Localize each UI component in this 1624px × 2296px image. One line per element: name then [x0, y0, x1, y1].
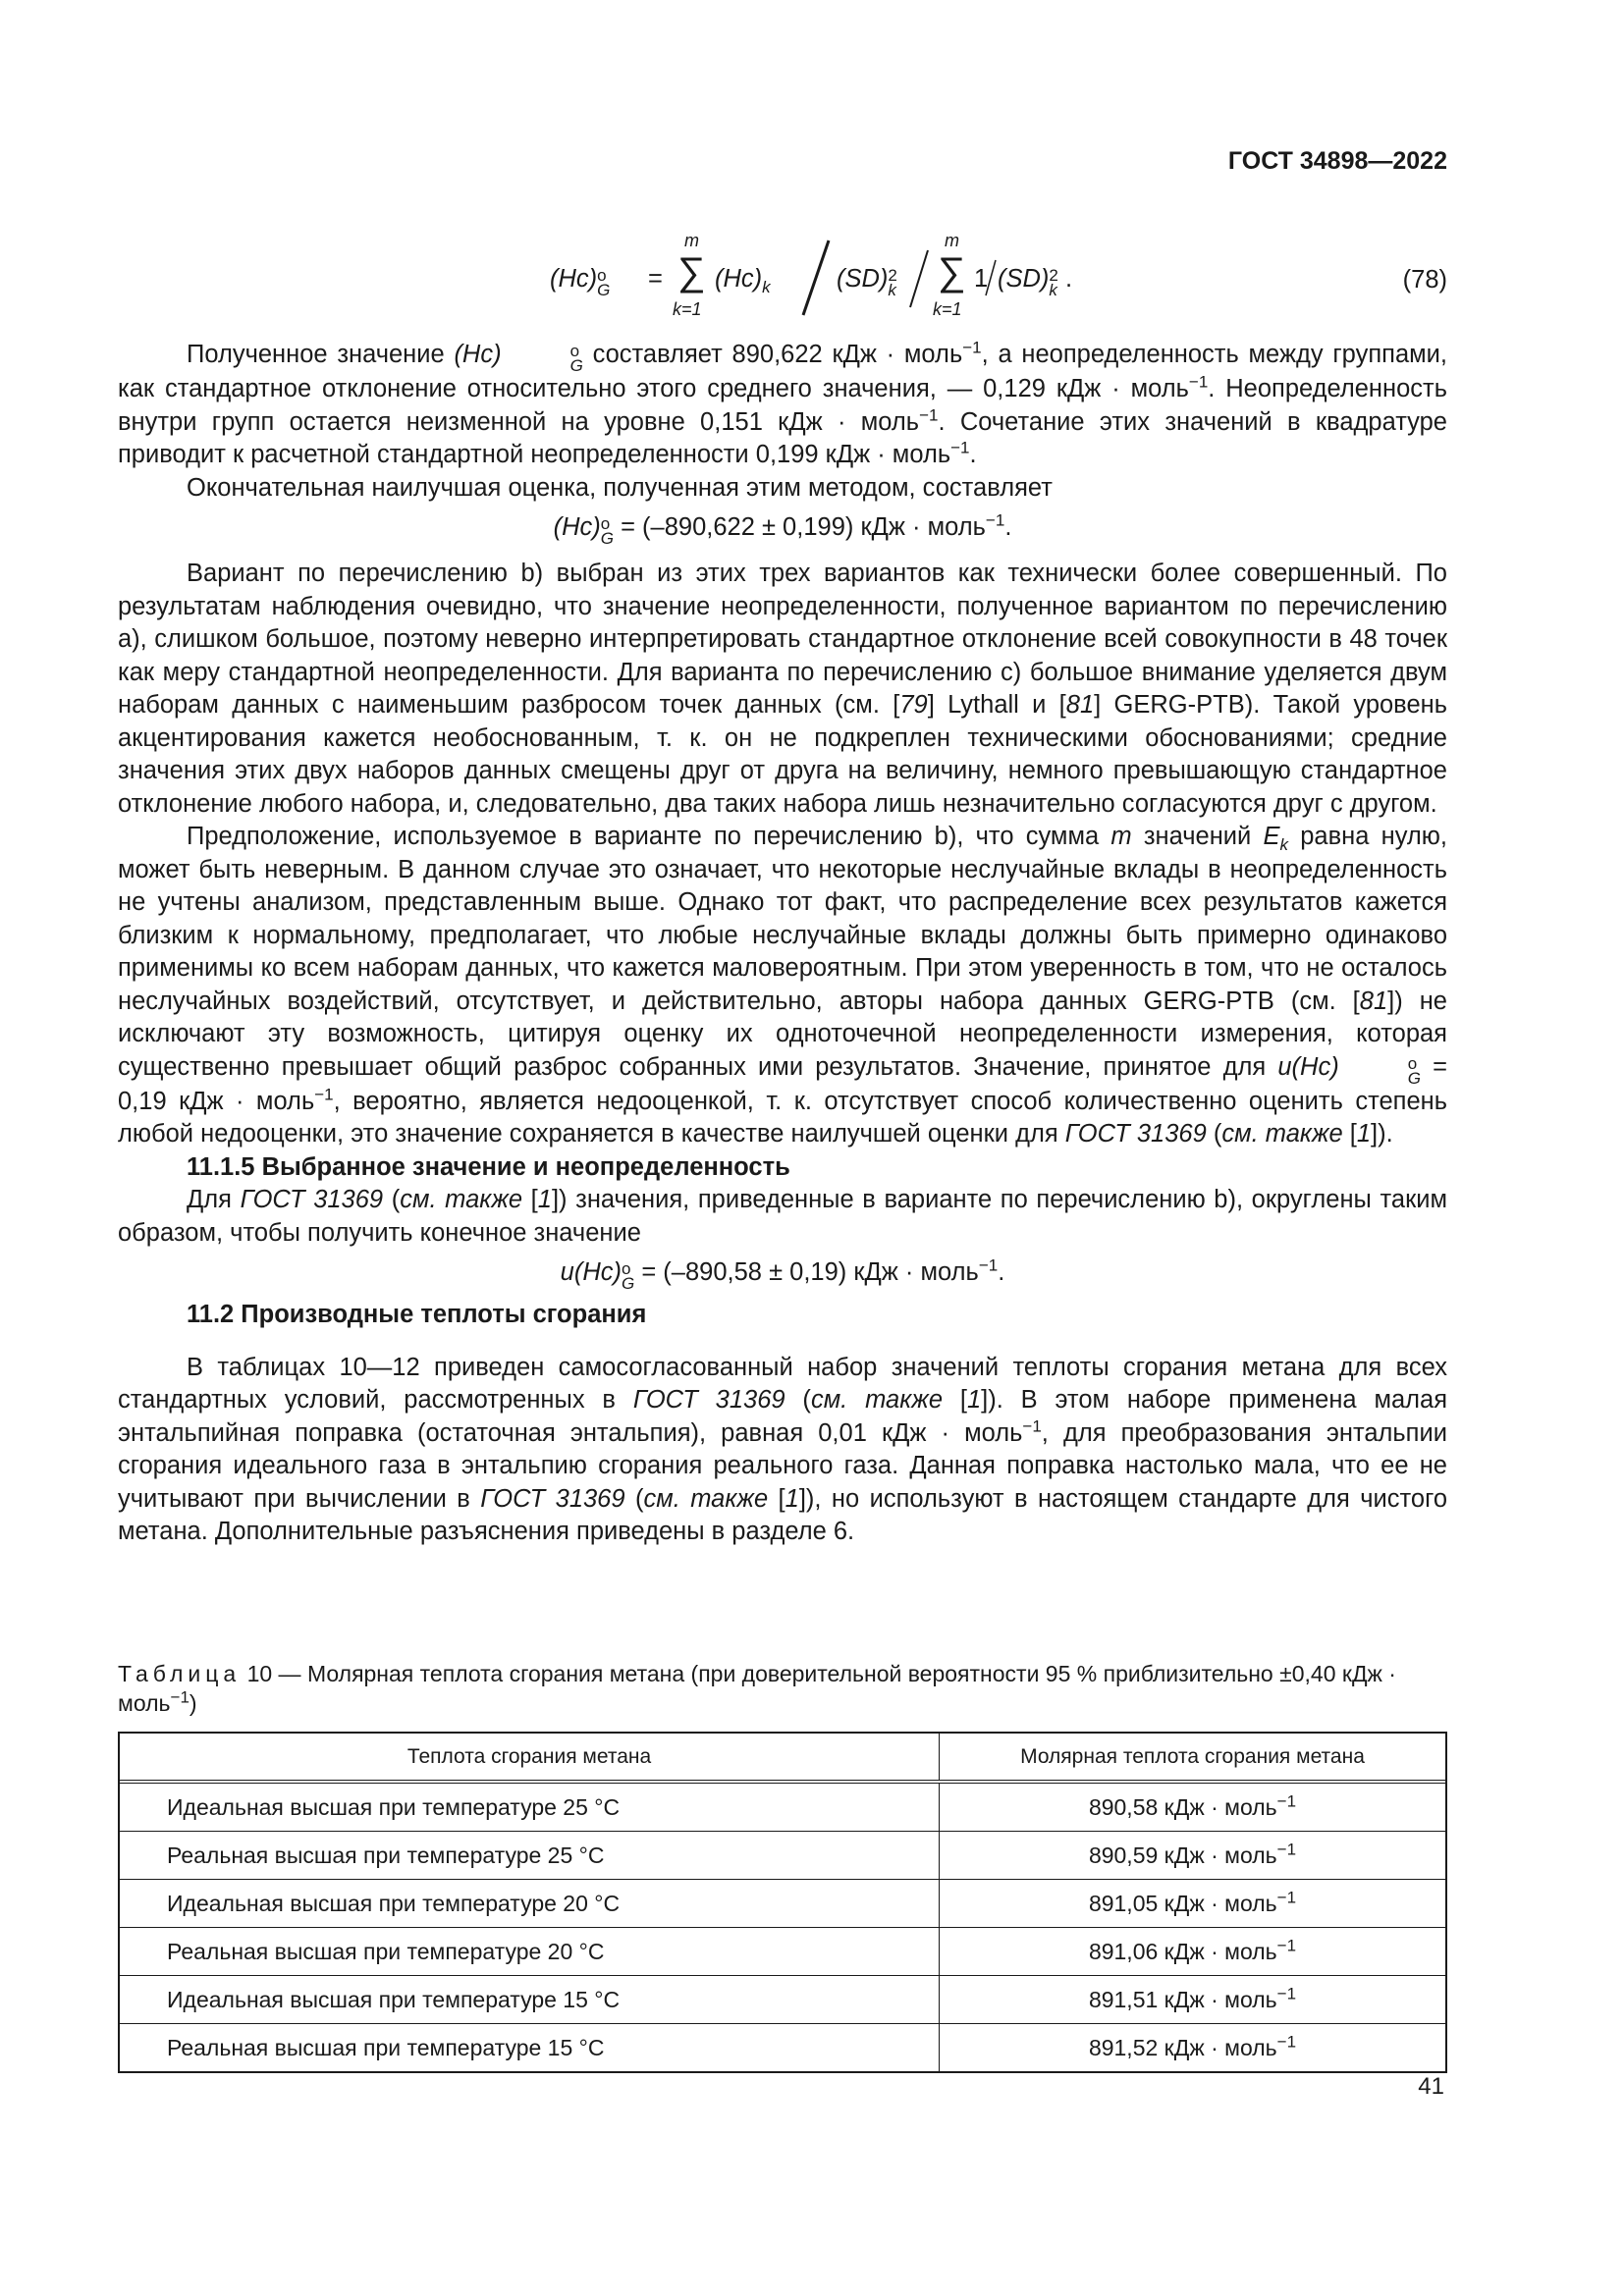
table-cell-value: 891,51 кДж · моль$^{-1}$	[940, 1976, 1447, 2024]
heat-of-combustion-table	[118, 1732, 1447, 2073]
equation-final-value: u(Hc) o G = (–890,58 ± 0,19) кДж · моль$^{-1}$.	[560, 1255, 1005, 1293]
section-heading-11-1-5: 11.1.5 Выбранное значение и неопределенность	[187, 1152, 790, 1181]
table-row	[119, 1832, 1446, 1880]
eq78-small-slash	[984, 258, 998, 297]
table-header-cell: Теплота сгорания метана	[119, 1733, 940, 1781]
table-row	[119, 1976, 1446, 2024]
eq78-sum2-lower: k=1	[933, 299, 962, 319]
eq78-big-slash	[799, 239, 833, 317]
equation-number: (78)	[1402, 266, 1447, 294]
eq78-sub-k: k	[762, 278, 771, 297]
table-cell-label: Идеальная высшая при температуре 15 °С	[119, 1976, 940, 2024]
eq78-sup-2b: 2	[1049, 266, 1058, 285]
table-cell-value: 891,52 кДж · моль$^{-1}$	[940, 2024, 1447, 2073]
eq78-equals: =	[648, 265, 663, 293]
eq78-mid-slash	[907, 248, 931, 309]
paragraph-4: Предположение, используемое в варианте по перечислению b), что сумма m значений $E_k$ равна нулю, может быть неверным. В данном случае это означает, что некоторые неслучайные вклады в неопределенность не учтены анализом, представленным выше. Однако тот факт, что распределение всех результатов кажется близким к нормальному, предполагает, что любые неслучайные вклады должны быть примерно одинаково применимы ко всем наборам данных, что кажется маловероятным. При этом уверенность в том, что не осталось неслучайных воздействий, отсутствует, и действительно, авторы набора данных GERG-PTB (см. [81]) не исключают эту возможность, цитируя оценку их одноточечной неопределенности измерения, которая существенно превышает общий разброс собранных ими результатов. Значение, принятое для u(Hc) o G = 0,19 кДж · моль$^{-1}$, вероятно, является недооценкой, т. к. отсутствует способ количественно оценить степень любой недооценки, это значение сохраняется в качестве наилучшей оценки для ГОСТ 31369 (см. также [1]).	[118, 823, 1447, 1148]
table-cell-value: 890,59 кДж · моль$^{-1}$	[940, 1832, 1447, 1880]
eq78-sup-2: 2	[888, 266, 897, 285]
eq78-sum1-lower: k=1	[673, 299, 702, 319]
table-caption: Таблица 10 — Молярная теплота сгорания метана (при доверительной вероятности 95 % приблизительно ±0,40 кДж · моль$^{-1}$)	[118, 1661, 1396, 1716]
eq78-sd2: (SD)	[998, 265, 1050, 293]
eq78-sum2-upper: m	[945, 231, 959, 250]
equation-best-estimate: (Hc) o G = (–890,622 ± 0,199) кДж · моль$^{-1}$.	[553, 510, 1012, 548]
paragraph-1: Полученное значение (Hc) o G составляет 890,622 кДж · моль$^{-1}$, а неопределенность между группами, как стандартное отклонение относительно этого среднего значения, — 0,129 кДж · моль$^{-1}$. Неопределенность внутри групп остается неизменной на уровне 0,151 кДж · моль$^{-1}$. Сочетание этих значений в квадратуре приводит к расчетной стандартной неопределенности 0,199 кДж · моль$^{-1}$.	[118, 338, 1447, 468]
table-cell-value: 891,05 кДж · моль$^{-1}$	[940, 1880, 1447, 1928]
eq78-sub-k3: k	[1049, 281, 1057, 299]
page-number: 41	[1418, 2073, 1444, 2100]
table-row	[119, 1880, 1446, 1928]
eq78-one: 1	[974, 265, 989, 293]
eq78-sum1-upper: m	[684, 231, 699, 250]
eq78-sub-k2: k	[888, 281, 896, 299]
table-cell-label: Реальная высшая при температуре 15 °С	[119, 2024, 940, 2073]
paragraph-6: В таблицах 10—12 приведен самосогласованный набор значений теплоты сгорания метана для всех стандартных условий, рассмотренных в ГОСТ 31369 (см. также [1]). В этом наборе применена малая энтальпийная поправка (остаточная энтальпия), равная 0,01 кДж · моль$^{-1}$, для преобразования энтальпии сгорания идеального газа в энтальпию сгорания реального газа. Данная поправка настолько мала, что ее не учитывают при вычислении в ГОСТ 31369 (см. также [1]), но используют в настоящем стандарте для чистого метана. Дополнительные разъяснения приведены в разделе 6.	[118, 1353, 1448, 1545]
table-cell-label: Реальная высшая при температуре 25 °С	[119, 1832, 940, 1880]
paragraph-2: Окончательная наилучшая оценка, полученная этим методом, составляет	[187, 473, 1053, 502]
section-heading-11-2: 11.2 Производные теплоты сгорания	[187, 1301, 647, 1328]
table-header-row	[119, 1733, 1446, 1781]
eq78-sd: (SD)	[837, 265, 889, 293]
paragraph-5: Для ГОСТ 31369 (см. также [1]) значения, приведенные в варианте по перечислению b), округлены таким образом, чтобы получить конечное значение	[118, 1186, 1448, 1247]
table-row	[119, 2024, 1446, 2073]
eq78-hck: (Hc)	[715, 265, 763, 293]
eq78-sigma1: ∑	[677, 250, 706, 294]
eq78-hc: (Hc)	[550, 265, 598, 293]
table-cell-label: Идеальная высшая при температуре 25 °С	[119, 1784, 940, 1832]
table-cell-label: Идеальная высшая при температуре 20 °С	[119, 1880, 940, 1928]
eq78-sup-o: o	[597, 266, 607, 285]
document-header: ГОСТ 34898—2022	[1227, 147, 1447, 175]
document-page: ГОСТ 34898—2022 (Hc) o G = m ∑ k=1 $(Hc)_k$ (SD) 2 k m ∑ k=1 1 (SD) 2 k . (78) Полученное значение (Hc) o G составляет 890,622 кДж · моль$^{-1}$, а неопределенность между группами, как стандартное отклонение относительно этого среднего значения, — 0,129 кДж · моль$^{-1}$. Неопределенность внутри групп остается неизменной на уровне 0,151 кДж · моль$^{-1}$. Сочетание этих значений в квадратуре приводит к расчетной стандартной неопределенности 0,199 кДж · моль$^{-1}$. Окончательная наилучшая оценка, полученная этим методом, составляет (Hc) o G = (–890,622 ± 0,199) кДж · моль$^{-1}$. Вариант по перечислению b) выбран из этих трех вариантов как технически более совершенный. По результатам наблюдения очевидно, что значение неопределенности, полученное вариантом по перечислению а), слишком большое, поэтому неверно интерпретировать стандартное отклонение всей совокупности в 48 точек как меру стандартной неопределенности. Для варианта по перечислению с) большое внимание уделяется двум наборам данных с наименьшим разбросом точек данных (см. [79] Lythall и [81] GERG-PTB). Такой уровень акцентирования кажется необоснованным, т. к. он не подкреплен техническими обоснованиями; средние значения этих двух наборов данных смещены друг от друга на величину, немного превышающую стандартное отклонение любого набора, и, следовательно, два таких набора лишь незначительно согласуются друг с другом. Предположение, используемое в варианте по перечислению b), что сумма m значений $E_k$ равна нулю, может быть неверным. В данном случае это означает, что некоторые неслучайные вклады в неопределенность не учтены анализом, представленным выше. Однако тот факт, что распределение всех результатов кажется близким к нормальному, предполагает, что любые неслучайные вклады должны быть примерно одинаково применимы ко всем наборам данных, что кажется маловероятным. При этом уверенность в том, что не осталось неслучайных воздействий, отсутствует, и действительно, авторы набора данных GERG-PTB (см. [81]) не исключают эту возможность, цитируя оценку их одноточечной неопределенности измерения, которая существенно превышает общий разброс собранных ими результатов. Значение, принятое для u(Hc) o G = 0,19 кДж · моль$^{-1}$, вероятно, является недооценкой, т. к. отсутствует способ количественно оценить степень любой недооценки, это значение сохраняется в качестве наилучшей оценки для ГОСТ 31369 (см. также [1]). 11.1.5 Выбранное значение и неопределенность Для ГОСТ 31369 (см. также [1]) значения, приведенные в варианте по перечислению b), округлены таким образом, чтобы получить конечное значение u(Hc) o G = (–890,58 ± 0,19) кДж · моль$^{-1}$. 11.2 Производные теплоты сгорания В таблицах 10—12 приведен самосогласованный набор значений теплоты сгорания метана для всех стандартных условий, рассмотренных в ГОСТ 31369 (см. также [1]). В этом наборе применена малая энтальпийная поправка (остаточная энтальпия), равная 0,01 кДж · моль$^{-1}$, для преобразования энтальпии сгорания идеального газа в энтальпию сгорания реального газа. Данная поправка настолько мала, что ее не учитывают при вычислении в ГОСТ 31369 (см. также [1]), но используют в настоящем стандарте для чистого метана. Дополнительные разъяснения приведены в разделе 6. Таблица 10 — Молярная теплота сгорания метана (при доверительной вероятности 95 % приблизительно ±0,40 кДж · моль$^{-1}$) Теплота сгорания метана Молярная теплота сгорания метана Идеальная высшая при температуре 25 °С 890,58 кДж · моль$^{-1}$ Реальная высшая при температуре 25 °С 890,59 кДж · моль$^{-1}$ Идеальная высшая при температуре 20 °С 891,05 кДж · моль$^{-1}$ Реальная высшая при температуре 20 °С 891,06 кДж · моль$^{-1}$ Идеальная высшая при температуре 15 °С 891,51 кДж · моль$^{-1}$ Реальная высшая при температуре 15 °С 891,52 кДж · моль$^{-1}$ 41	[118, 147, 1448, 2100]
table-cell-value: 891,06 кДж · моль$^{-1}$	[940, 1928, 1447, 1976]
paragraph-3: Вариант по перечислению b) выбран из этих трех вариантов как технически более совершенный. По результатам наблюдения очевидно, что значение неопределенности, полученное вариантом по перечислению а), слишком большое, поэтому неверно интерпретировать стандартное отклонение всей совокупности в 48 точек как меру стандартной неопределенности. Для варианта по перечислению с) большое внимание уделяется двум наборам данных с наименьшим разбросом точек данных (см. [79] Lythall и [81] GERG-PTB). Такой уровень акцентирования кажется необоснованным, т. к. он не подкреплен техническими обоснованиями; средние значения этих двух наборов данных смещены друг от друга на величину, немного превышающую стандартное отклонение любого набора, и, следовательно, два таких набора лишь незначительно согласуются друг с другом.	[118, 560, 1447, 818]
table-cell-value: 890,58 кДж · моль$^{-1}$	[940, 1784, 1447, 1832]
body-text	[118, 339, 1447, 1549]
table-row	[119, 1928, 1446, 1976]
eq78-sigma2: ∑	[938, 250, 966, 294]
table-cell-label: Реальная высшая при температуре 20 °С	[119, 1928, 940, 1976]
table-header-cell: Молярная теплота сгорания метана	[940, 1733, 1447, 1781]
eq78-sub-g: G	[597, 281, 611, 299]
table-row	[119, 1784, 1446, 1832]
